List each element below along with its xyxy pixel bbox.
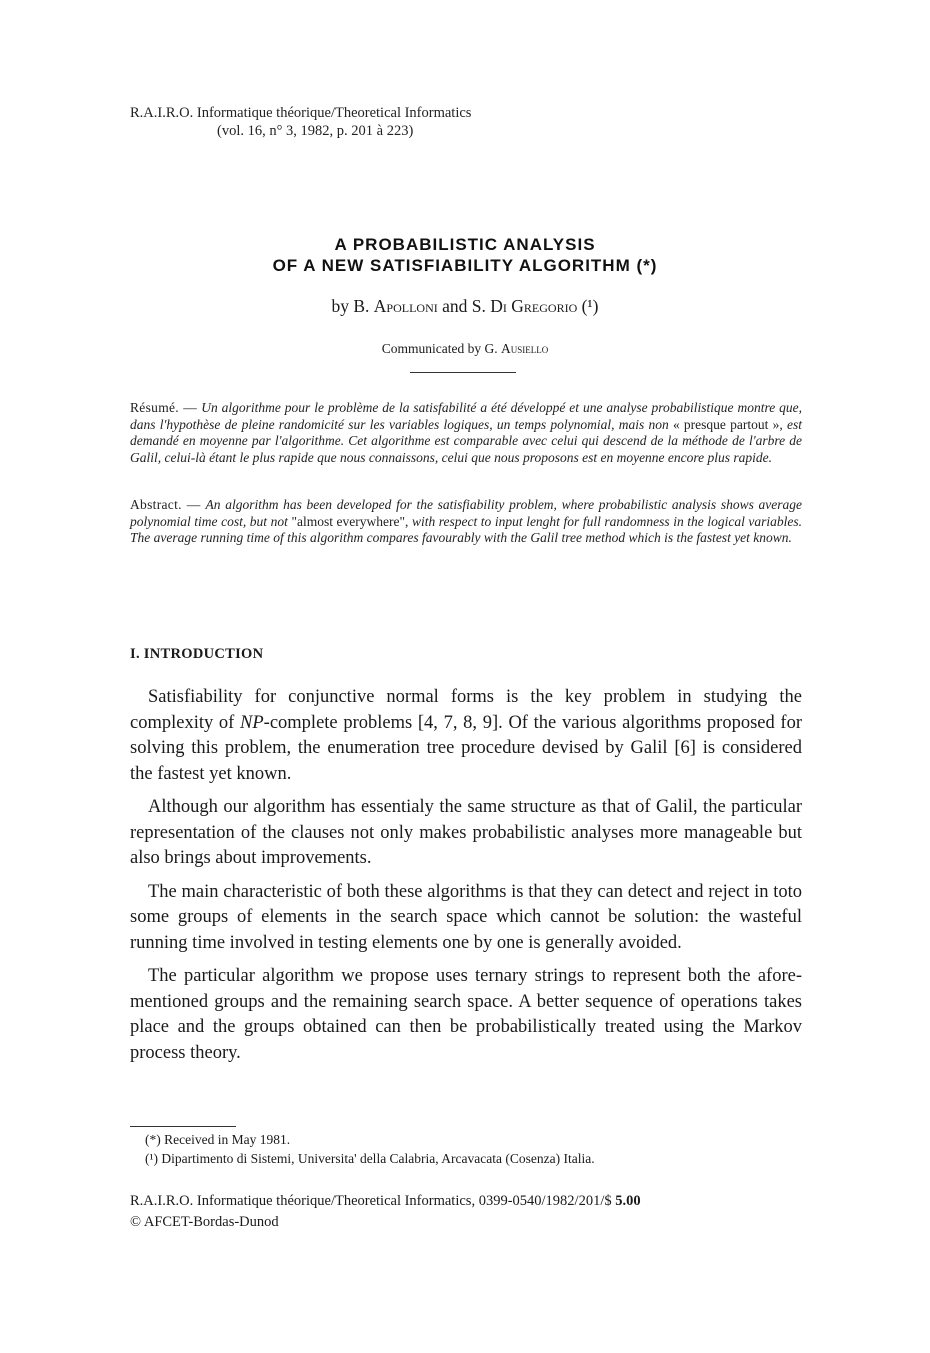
author-footnote-mark: (¹) [577, 296, 599, 316]
author-line [0, 296, 930, 317]
paragraph-3: The main characteristic of both these algorithms is that they can detect and reject in toto some groups of elements in the search space which cannot be solution: the wasteful running time involved in testing elements one by one is generally avoided. [130, 881, 802, 953]
footnote-received: (*) Received in May 1981. [145, 1132, 291, 1147]
running-header [130, 104, 471, 140]
footer-copyright: © AFCET-Bordas-Dunod [130, 1214, 279, 1230]
communicated-by [0, 341, 930, 357]
authors-connector: and S. [437, 296, 491, 316]
title-line-1: A PROBABILISTIC ANALYSIS [334, 235, 596, 254]
communicated-prefix: Communicated by G. [381, 341, 501, 356]
resume-label: Résumé. — [130, 400, 202, 415]
introduction-body [130, 685, 802, 1074]
abstract-label: Abstract. — [130, 497, 206, 512]
communicator-name: Ausiello [500, 341, 549, 356]
resume-text-1: Un algorithme pour le problème de la satisfabilité a été développé et une analyse probabilistique montre que, dans l'hypothèse de pleine randomicité sur les variables logiques, un temps polynomial, mais non [130, 400, 802, 432]
paragraph-4: The particular algorithm we propose uses ternary strings to represent both the afore-mentioned groups and the remaining search space. A better sequence of operations takes place and the groups obtained can then be probabilistically treated using the Markov process theory. [130, 966, 802, 1063]
resume-text-2: « presque partout », [668, 416, 787, 432]
paragraph-1-text-a: Satisfiability for conjunctive normal forms is the key problem in studying the complexity of [130, 687, 802, 733]
resume-text-3: est demandé en moyenne par l'algorithme. Cet algorithme est comparable avec celui qui descend de la méthode de l'arbre de Galil, celui-là étant le plus rapide que nous connaissons, celui que nous proposons est en moyenne encore plus rapide. [130, 416, 802, 465]
np-math: NP [240, 712, 264, 733]
paragraph-1-text-b: -complete problems [4, 7, 8, 9]. Of the various algorithms proposed for solving this problem, the enumeration tree procedure devised by Galil [6] is considered the fastest yet known. [130, 712, 802, 784]
abstract-text-2: "almost everywhere", [287, 513, 412, 529]
title-divider [410, 372, 516, 373]
footer-journal: R.A.I.R.O. Informatique théorique/Theoretical Informatics, 0399-0540/1982/201/$ [130, 1193, 616, 1209]
abstract-text-1: An algorithm has been developed for the satisfiability problem, where probabilistic analysis shows average polynomial time cost, but not [130, 497, 802, 529]
paragraph-2: Although our algorithm has essentialy the same structure as that of Galil, the particular representation of the clauses not only makes probabilistic analyses more manageable but also brings about improvements. [130, 797, 802, 868]
article-title [0, 234, 930, 276]
footnotes [145, 1130, 595, 1168]
page-footer [130, 1191, 641, 1233]
footer-citation [130, 1191, 641, 1212]
author-di-gregorio: Di Gregorio [490, 296, 578, 316]
authors-prefix: by B. [331, 296, 374, 316]
resume-paragraph [130, 400, 802, 466]
abstract-paragraph [130, 497, 802, 547]
paragraph-1 [130, 685, 802, 787]
footnote-affiliation: (¹) Dipartimento di Sistemi, Universita' della Calabria, Arcavacata (Cosenza) Italia. [145, 1151, 595, 1166]
footer-price: 5.00 [615, 1193, 641, 1209]
footnote-divider [130, 1126, 236, 1127]
author-apolloni: Apolloni [373, 296, 438, 316]
abstract-text-3: with respect to input lenght for full randomness in the logical variables. The average running time of this algorithm compares favourably with the Galil tree method which is the fastest yet known. [130, 513, 803, 545]
volume-info: (vol. 16, n° 3, 1982, p. 201 à 223) [217, 123, 414, 139]
section-heading: I. INTRODUCTION [130, 646, 264, 662]
journal-name: R.A.I.R.O. Informatique théorique/Theoretical Informatics [130, 105, 472, 121]
title-line-2: OF A NEW SATISFIABILITY ALGORITHM (*) [272, 256, 658, 275]
